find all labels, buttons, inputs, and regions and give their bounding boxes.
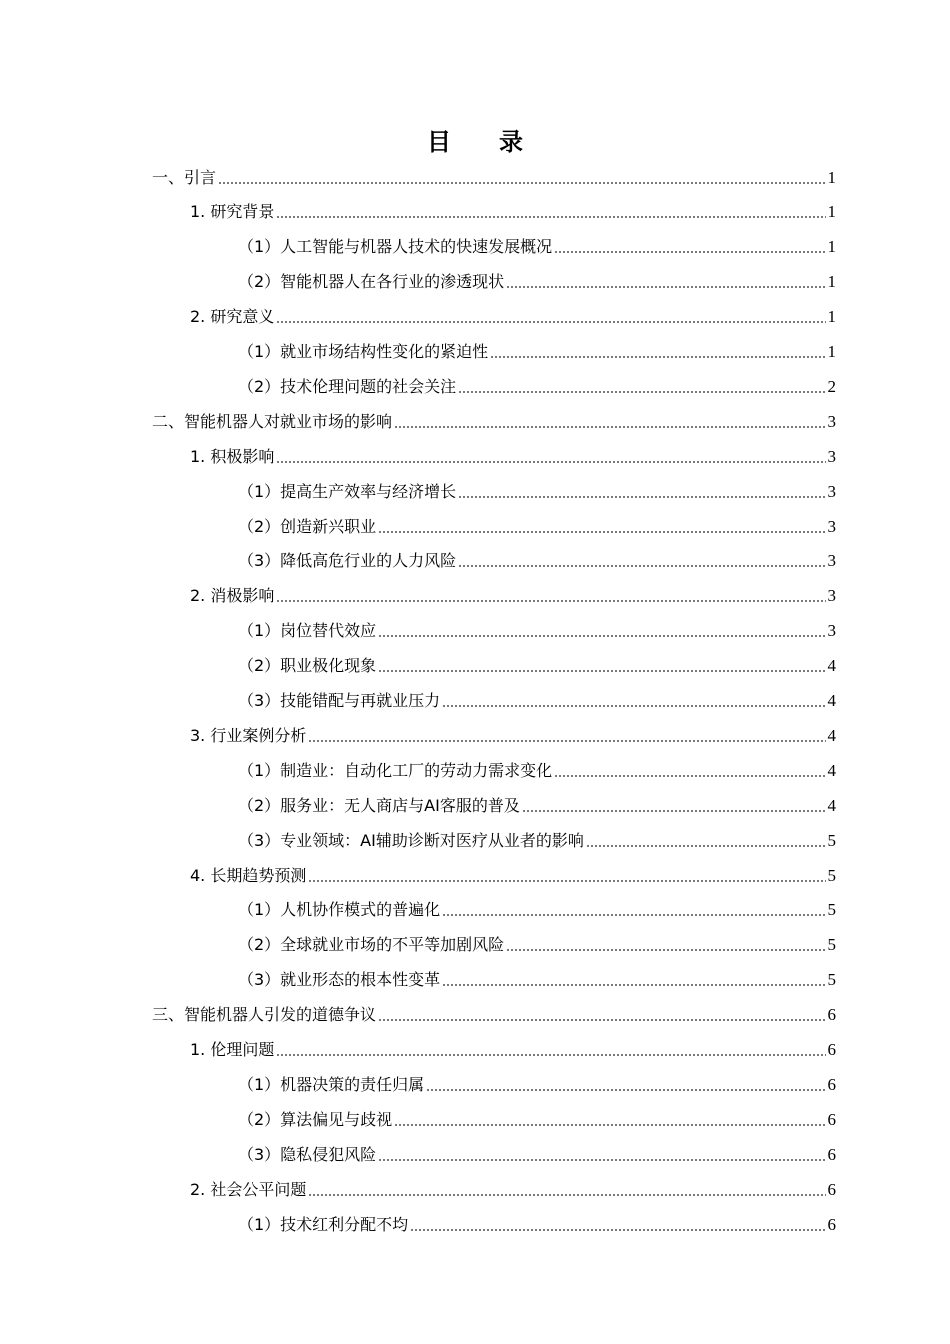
toc-entry-page-number: 3: [827, 551, 836, 571]
toc-entry-label: 二、智能机器人对就业市场的影响: [152, 411, 393, 431]
toc-entry-page-number: 1: [827, 342, 836, 361]
toc-dot-leader: [308, 880, 825, 882]
toc-entry[interactable]: [0, 195, 950, 230]
toc-entry-page-number: 6: [827, 1109, 836, 1129]
toc-entry-label: （1）人工智能与机器人技术的快速发展概况: [238, 237, 553, 257]
toc-dot-leader: [218, 182, 825, 184]
toc-dot-leader: [442, 984, 825, 986]
toc-entry-label: （2）算法偏见与歧视: [238, 1109, 393, 1129]
toc-entry-page-number: 6: [827, 1214, 836, 1234]
toc-entry-page-number: 2: [827, 376, 836, 396]
toc-entry[interactable]: [0, 160, 950, 195]
toc-entry-label: 2. 研究意义: [190, 307, 275, 327]
toc-entry-label: 3. 行业案例分析: [190, 725, 307, 745]
toc-dot-leader: [276, 600, 825, 602]
toc-dot-leader: [458, 391, 825, 393]
toc-entry-label: （3）隐私侵犯风险: [238, 1144, 377, 1164]
toc-entry[interactable]: [0, 300, 950, 335]
toc-entry-label: （1）机器决策的责任归属: [238, 1074, 425, 1094]
toc-entry[interactable]: [0, 1033, 950, 1068]
toc-entry-label: （1）就业市场结构性变化的紧迫性: [238, 342, 489, 361]
toc-entry[interactable]: [0, 649, 950, 684]
toc-dot-leader: [442, 914, 825, 916]
toc-entry-label: 三、智能机器人引发的道德争议: [152, 1005, 377, 1025]
toc-entry-label: （3）技能错配与再就业压力: [238, 691, 441, 710]
toc-dot-leader: [490, 356, 825, 358]
toc-dot-leader: [458, 496, 825, 498]
toc-entry-label: （3）就业形态的根本性变革: [238, 970, 441, 990]
toc-dot-leader: [378, 1019, 825, 1021]
toc-entry-label: 1. 积极影响: [190, 446, 275, 466]
toc-dot-leader: [276, 321, 825, 323]
toc-dot-leader: [276, 1054, 825, 1056]
toc-entry[interactable]: [0, 718, 950, 753]
toc-entry[interactable]: [0, 1172, 950, 1207]
toc-entry[interactable]: [0, 265, 950, 300]
toc-entry-label: 2. 社会公平问题: [190, 1179, 307, 1199]
toc-entry-label: （2）服务业：无人商店与AI客服的普及: [238, 795, 520, 815]
toc-entry-page-number: 1: [827, 237, 836, 257]
toc-entry-page-number: 3: [827, 516, 836, 536]
toc-entry-label: （2）智能机器人在各行业的渗透现状: [238, 272, 505, 292]
toc-dot-leader: [276, 216, 825, 218]
toc-entry-label: （3）降低高危行业的人力风险: [238, 551, 457, 571]
toc-dot-leader: [378, 1159, 825, 1161]
toc-title-char-2: 录: [499, 128, 523, 156]
toc-entry[interactable]: [0, 439, 950, 474]
toc-entry-page-number: 6: [827, 1144, 836, 1164]
toc-entry[interactable]: [0, 544, 950, 579]
toc-dot-leader: [308, 1194, 825, 1196]
toc-entry[interactable]: [0, 230, 950, 265]
toc-dot-leader: [394, 1124, 825, 1126]
toc-entry-page-number: 5: [827, 935, 836, 955]
toc-entry-page-number: 6: [827, 1179, 836, 1199]
toc-entry[interactable]: [0, 753, 950, 788]
toc-entry-page-number: 5: [827, 830, 836, 850]
toc-entry-page-number: 4: [827, 725, 836, 745]
toc-dot-leader: [378, 670, 825, 672]
toc-entry-label: （1）人机协作模式的普遍化: [238, 900, 441, 920]
toc-entry[interactable]: [0, 1137, 950, 1172]
toc-entry[interactable]: [0, 928, 950, 963]
toc-entry[interactable]: [0, 509, 950, 544]
toc-title: [0, 122, 950, 157]
toc-entry-page-number: 5: [827, 865, 836, 885]
toc-dot-leader: [426, 1089, 825, 1091]
toc-entry-page-number: 4: [827, 691, 836, 710]
toc-entry-page-number: 4: [827, 760, 836, 780]
toc-entry-page-number: 5: [827, 970, 836, 990]
toc-dot-leader: [308, 740, 825, 742]
toc-entry-label: 一、引言: [152, 167, 217, 187]
toc-dot-leader: [506, 949, 825, 951]
toc-entry-label: 4. 长期趋势预测: [190, 865, 307, 885]
toc-dot-leader: [554, 775, 825, 777]
toc-entry-page-number: 5: [827, 900, 836, 920]
toc-entry-label: （1）制造业：自动化工厂的劳动力需求变化: [238, 760, 553, 780]
toc-dot-leader: [586, 845, 826, 847]
toc-entry[interactable]: [0, 893, 950, 928]
toc-entry[interactable]: [0, 369, 950, 404]
toc-entry[interactable]: [0, 579, 950, 614]
toc-entry[interactable]: [0, 404, 950, 439]
toc-entry-page-number: 1: [827, 167, 836, 187]
toc-entry-label: （2）职业极化现象: [238, 656, 377, 676]
toc-entry-label: （3）专业领域：AI辅助诊断对医疗从业者的影响: [238, 830, 584, 850]
toc-entry-label: 1. 伦理问题: [190, 1040, 275, 1059]
toc-entry[interactable]: [0, 858, 950, 893]
toc-entry-label: （2）全球就业市场的不平等加剧风险: [238, 935, 505, 955]
toc-entry-label: （1）提高生产效率与经济增长: [238, 481, 457, 501]
toc-entry-page-number: 1: [827, 307, 836, 327]
toc-dot-leader: [442, 705, 825, 707]
toc-entry-page-number: 3: [827, 621, 836, 641]
toc-entry-label: （1）技术红利分配不均: [238, 1214, 409, 1234]
toc-entry[interactable]: [0, 1067, 950, 1102]
toc-entry-page-number: 6: [827, 1005, 836, 1025]
toc-entry[interactable]: [0, 998, 950, 1033]
toc-entry-label: 1. 研究背景: [190, 202, 275, 222]
toc-entry-page-number: 4: [827, 795, 836, 815]
toc-dot-leader: [522, 810, 826, 812]
toc-entry[interactable]: [0, 1207, 950, 1242]
toc-entry-label: （1）岗位替代效应: [238, 621, 377, 641]
toc-entry-page-number: 3: [827, 586, 836, 606]
toc-entry-page-number: 1: [827, 272, 836, 292]
toc-dot-leader: [394, 426, 825, 428]
toc-dot-leader: [506, 286, 825, 288]
toc-entry[interactable]: [0, 1102, 950, 1137]
toc-dot-leader: [276, 461, 825, 463]
toc-entry-page-number: 6: [827, 1074, 836, 1094]
toc-entry[interactable]: [0, 823, 950, 858]
toc-dot-leader: [378, 531, 825, 533]
toc-entry[interactable]: [0, 474, 950, 509]
toc-entry-label: 2. 消极影响: [190, 586, 275, 606]
toc-entry-page-number: 6: [827, 1040, 836, 1059]
toc-entry[interactable]: [0, 963, 950, 998]
toc-dot-leader: [378, 635, 825, 637]
toc-entry-label: （2）创造新兴职业: [238, 516, 377, 536]
toc-entry[interactable]: [0, 684, 950, 719]
toc-entry[interactable]: [0, 335, 950, 370]
toc-entry-page-number: 3: [827, 411, 836, 431]
toc-entry-label: （2）技术伦理问题的社会关注: [238, 376, 457, 396]
toc-entry[interactable]: [0, 788, 950, 823]
toc-title-char-1: 目: [427, 128, 451, 156]
toc-entry-page-number: 4: [827, 656, 836, 676]
toc-entry-page-number: 1: [827, 202, 836, 222]
toc-dot-leader: [554, 251, 825, 253]
toc-entry-page-number: 3: [827, 446, 836, 466]
toc-entry[interactable]: [0, 614, 950, 649]
toc-dot-leader: [410, 1229, 825, 1231]
toc-entry-page-number: 3: [827, 481, 836, 501]
toc-dot-leader: [458, 565, 825, 567]
